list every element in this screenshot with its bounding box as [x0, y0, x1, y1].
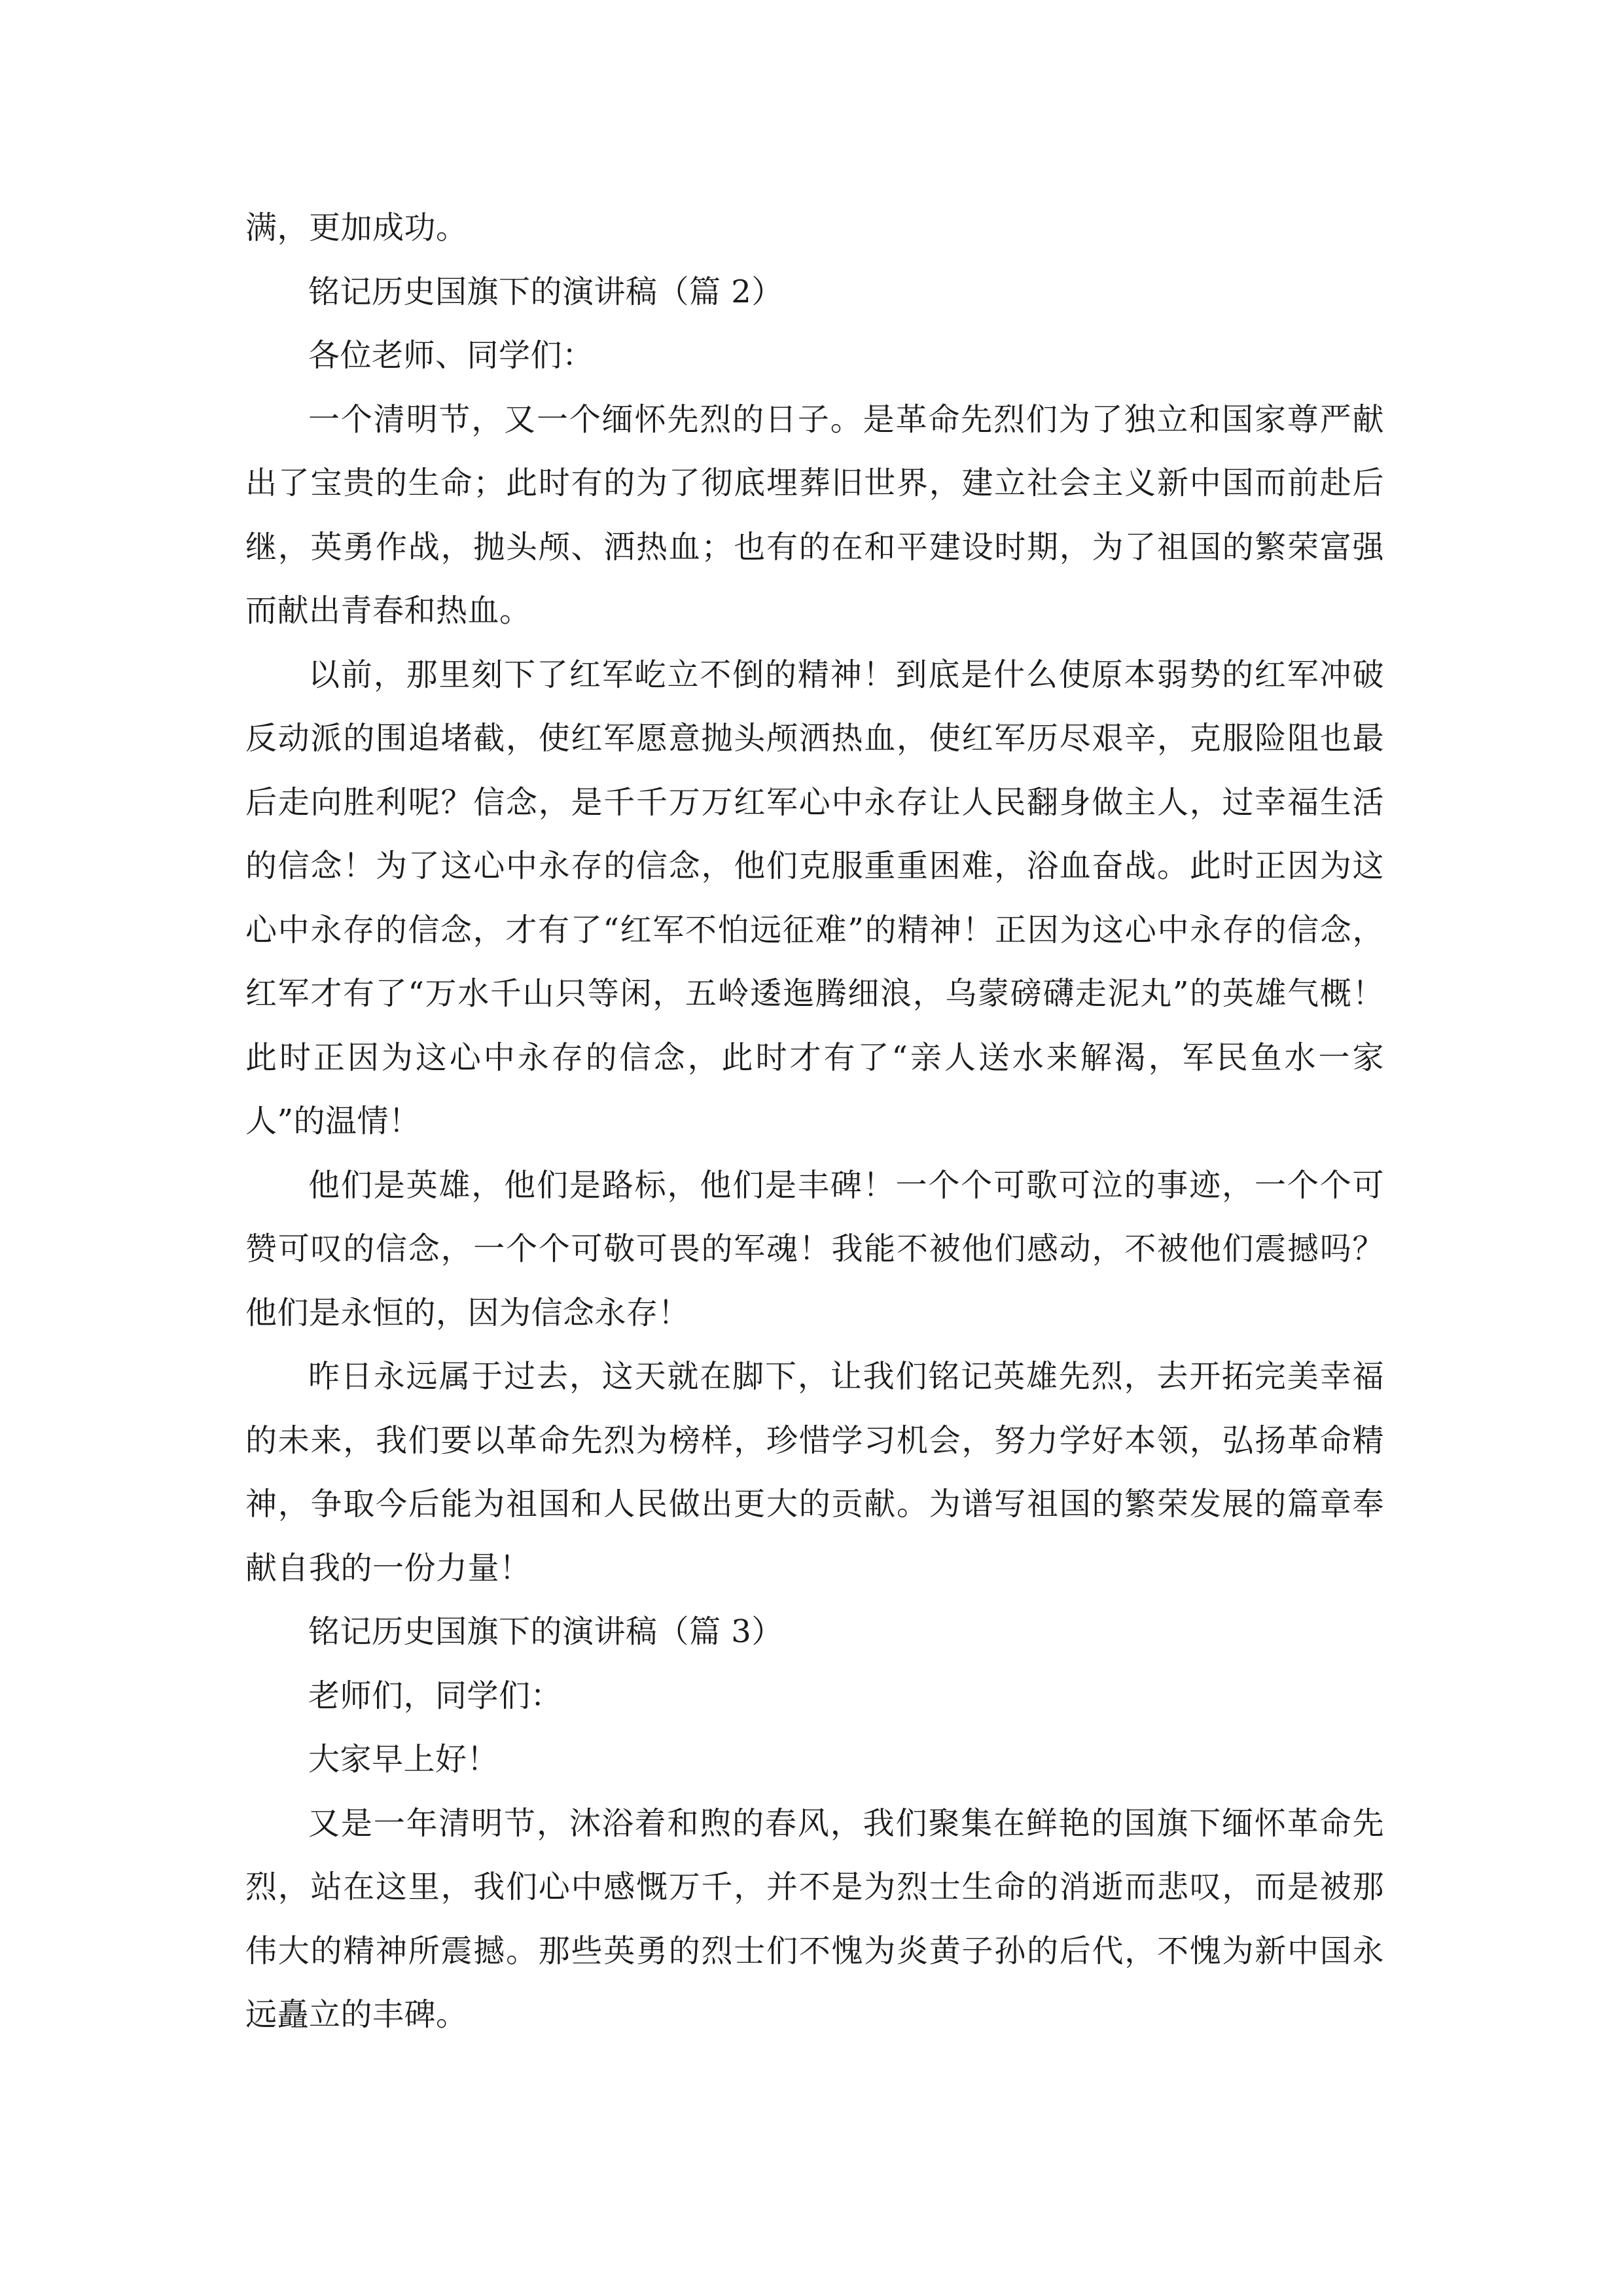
body-paragraph: 他们是英雄，他们是路标，他们是丰碑！一个个可歌可泣的事迹，一个个可赞可叹的信念，一个个可敬可畏的军魂！我能不被他们感动，不被他们震撼吗？他们是永恒的，因为信念永存！	[245, 1166, 1384, 1331]
body-paragraph: 又是一年清明节，沐浴着和煦的春风，我们聚集在鲜艳的国旗下缅怀革命先烈，站在这里，我们心中感慨万千，并不是为烈士生命的消逝而悲叹，而是被那伟大的精神所震撼。那些英勇的烈士们不愧为炎黄子孙的后代，不愧为新中国永远矗立的丰碑。	[245, 1804, 1384, 2033]
document-body	[245, 196, 1384, 2047]
continuation-paragraph: 满，更加成功。	[245, 209, 468, 246]
greeting: 大家早上好！	[308, 1741, 499, 1778]
body-paragraph: 昨日永远属于过去，这天就在脚下，让我们铭记英雄先烈，去开拓完美幸福的未来，我们要以革命先烈为榜样，珍惜学习机会，努力学好本领，弘扬革命精神，争取今后能为祖国和人民做出更大的贡献。为谱写祖国的繁荣发展的篇章奉献自我的一份力量！	[245, 1358, 1384, 1587]
salutation: 老师们，同学们：	[308, 1677, 563, 1714]
body-paragraph: 一个清明节，又一个缅怀先烈的日子。是革命先烈们为了独立和国家尊严献出了宝贵的生命；此时有的为了彻底埋葬旧世界，建立社会主义新中国而前赴后继，英勇作战，抛头颅、洒热血；也有的在和平建设时期，为了祖国的繁荣富强而献出青春和热血。	[245, 401, 1384, 629]
section-heading-3: 铭记历史国旗下的演讲稿（篇 3）	[308, 1613, 783, 1650]
body-paragraph: 以前，那里刻下了红军屹立不倒的精神！到底是什么使原本弱势的红军冲破反动派的围追堵截，使红军愿意抛头颅洒热血，使红军历尽艰辛，克服险阻也最后走向胜利呢？信念，是千千万万红军心中永存让人民翻身做主人，过幸福生活的信念！为了这心中永存的信念，他们克服重重困难，浴血奋战。此时正因为这心中永存的信念，才有了“红军不怕远征难”的精神！正因为这心中永存的信念，红军才有了“万水千山只等闲，五岭逶迤腾细浪，乌蒙磅礴走泥丸”的英雄气概！此时正因为这心中永存的信念，此时才有了“亲人送水来解渴，军民鱼水一家人”的温情！	[245, 656, 1384, 1139]
section-heading-2: 铭记历史国旗下的演讲稿（篇 2）	[308, 273, 783, 310]
salutation: 各位老师、同学们：	[308, 337, 594, 374]
